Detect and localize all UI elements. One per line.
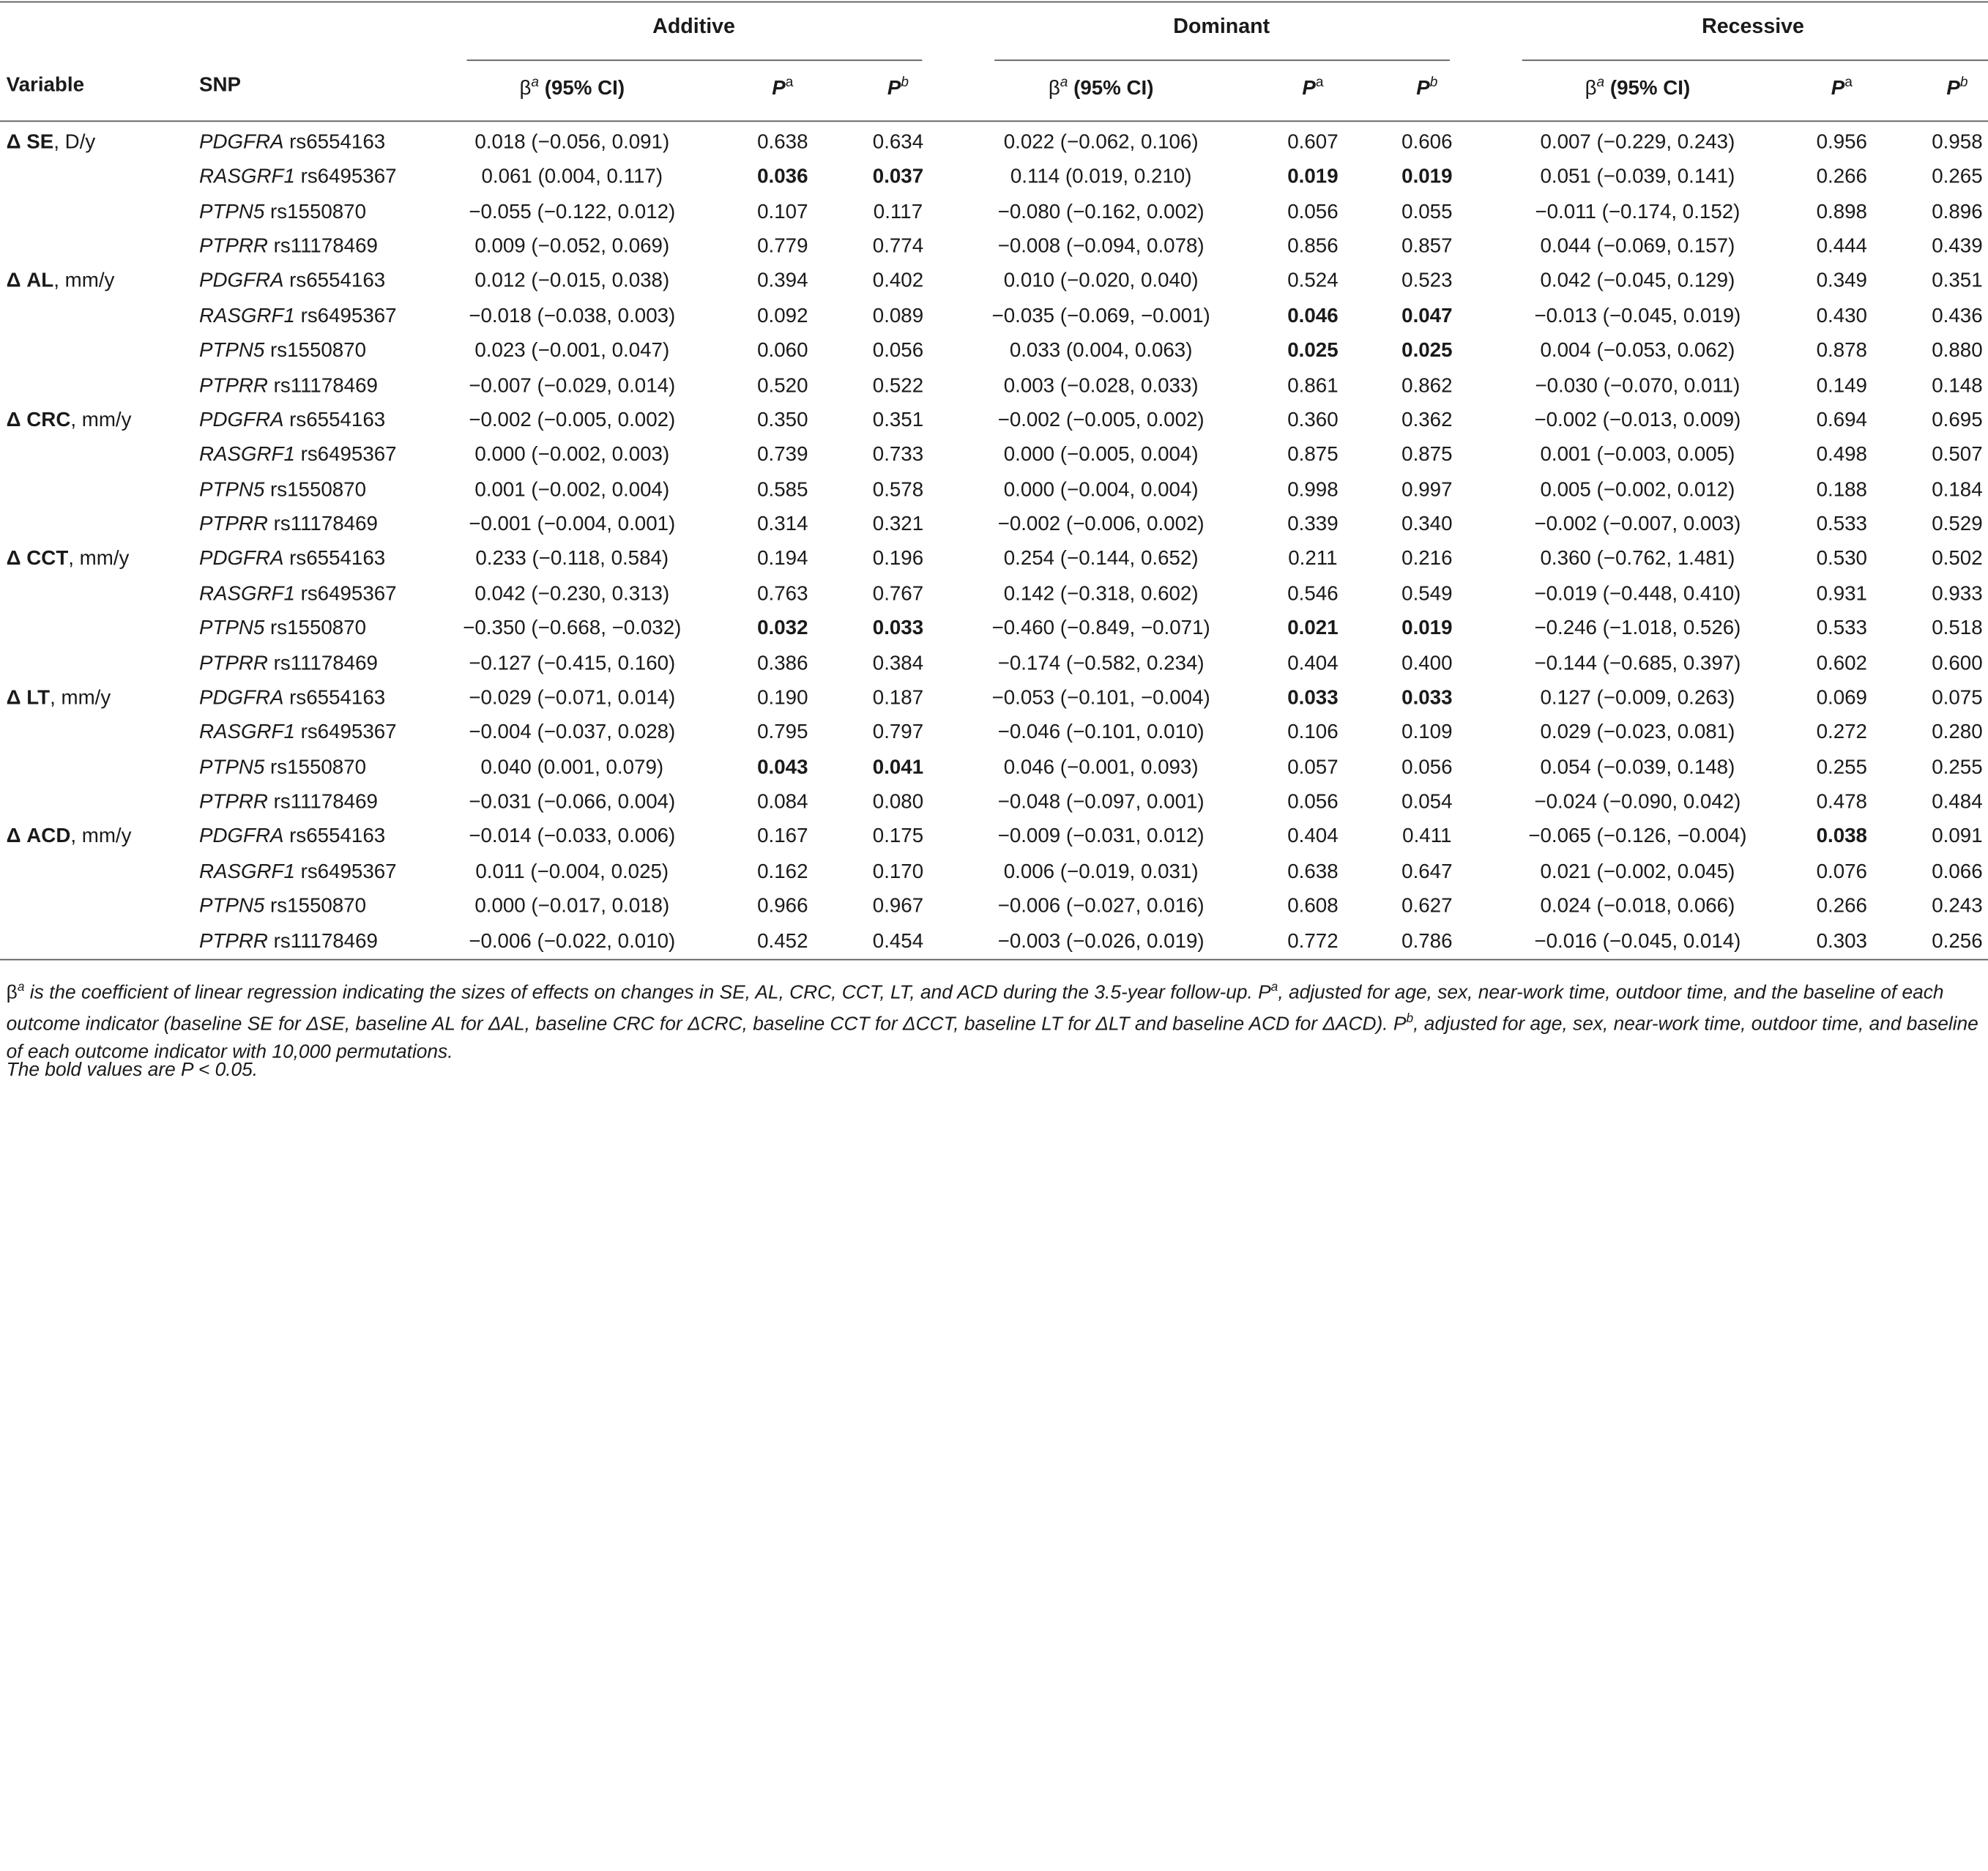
p-a-cell: 0.602 bbox=[1816, 652, 1867, 674]
group-rule-recessive bbox=[1522, 59, 1988, 61]
p-b-cell: 0.634 bbox=[872, 132, 924, 154]
p-b-cell: 0.454 bbox=[872, 930, 924, 953]
p-b-cell: 0.196 bbox=[872, 548, 924, 570]
p-a-cell: 0.266 bbox=[1816, 896, 1867, 918]
beta-ci-cell: 0.046 (−0.001, 0.093) bbox=[1003, 756, 1199, 779]
beta-ci-cell: 0.021 (−0.002, 0.045) bbox=[1540, 860, 1735, 883]
p-a-cell: 0.694 bbox=[1816, 409, 1867, 431]
p-a-cell: 0.060 bbox=[757, 340, 808, 362]
beta-ci-cell: 0.054 (−0.039, 0.148) bbox=[1540, 756, 1735, 779]
p-a-cell: 0.478 bbox=[1816, 791, 1867, 814]
p-b-cell: 0.647 bbox=[1401, 860, 1453, 883]
p-a-cell: 0.056 bbox=[1287, 201, 1339, 223]
p-a-cell: 0.404 bbox=[1287, 826, 1339, 848]
beta-ci-cell: −0.029 (−0.071, 0.014) bbox=[469, 687, 676, 710]
p-b-cell: 0.256 bbox=[1932, 930, 1983, 953]
p-b-cell: 0.958 bbox=[1932, 132, 1983, 154]
snp-cell: PDGFRA rs6554163 bbox=[198, 409, 386, 431]
snp-cell: RASGRF1 rs6495367 bbox=[198, 583, 397, 605]
beta-ci-cell: 0.061 (0.004, 0.117) bbox=[481, 166, 663, 189]
p-a-cell: 0.046 bbox=[1287, 305, 1339, 327]
beta-ci-cell: −0.014 (−0.033, 0.006) bbox=[469, 826, 676, 848]
beta-ci-cell: −0.002 (−0.005, 0.002) bbox=[997, 409, 1205, 431]
snp-cell: PTPRR rs11178469 bbox=[198, 930, 378, 953]
header-pa-dominant: $P^a$ bbox=[1302, 75, 1324, 100]
table-row bbox=[0, 195, 1988, 229]
p-b-cell: 0.019 bbox=[1401, 166, 1453, 189]
p-a-cell: 0.607 bbox=[1287, 132, 1339, 154]
p-b-cell: 0.351 bbox=[1932, 270, 1983, 293]
p-b-cell: 0.041 bbox=[872, 756, 924, 779]
table-row bbox=[0, 681, 1988, 715]
p-a-cell: 0.772 bbox=[1287, 930, 1339, 953]
beta-ci-cell: −0.018 (−0.038, 0.003) bbox=[469, 305, 676, 327]
table-row bbox=[0, 785, 1988, 819]
beta-ci-cell: −0.144 (−0.685, 0.397) bbox=[1534, 652, 1741, 674]
header-pb-recessive: $P^b$ bbox=[1946, 75, 1968, 100]
beta-ci-cell: −0.009 (−0.031, 0.012) bbox=[997, 826, 1205, 848]
p-b-cell: 0.436 bbox=[1932, 305, 1983, 327]
snp-cell: PTPRR rs11178469 bbox=[198, 513, 378, 536]
table-row bbox=[0, 264, 1988, 299]
p-b-cell: 0.091 bbox=[1932, 826, 1983, 848]
p-b-cell: 0.967 bbox=[872, 896, 924, 918]
p-a-cell: 0.092 bbox=[757, 305, 808, 327]
p-a-cell: 0.084 bbox=[757, 791, 808, 814]
beta-ci-cell: −0.031 (−0.066, 0.004) bbox=[469, 791, 676, 814]
beta-ci-cell: 0.042 (−0.230, 0.313) bbox=[474, 583, 670, 605]
p-b-cell: 0.402 bbox=[872, 270, 924, 293]
beta-ci-cell: 0.000 (−0.005, 0.004) bbox=[1003, 444, 1199, 466]
p-a-cell: 0.533 bbox=[1816, 513, 1867, 536]
beta-ci-cell: −0.007 (−0.029, 0.014) bbox=[469, 375, 676, 397]
table-row bbox=[0, 160, 1988, 195]
snp-cell: PTPRR rs11178469 bbox=[198, 375, 378, 397]
table-row bbox=[0, 368, 1988, 403]
p-b-cell: 0.148 bbox=[1932, 375, 1983, 397]
p-a-cell: 0.739 bbox=[757, 444, 808, 466]
snp-cell: PTPRR rs11178469 bbox=[198, 652, 378, 674]
table-row bbox=[0, 300, 1988, 334]
p-b-cell: 0.080 bbox=[872, 791, 924, 814]
p-b-cell: 0.037 bbox=[872, 166, 924, 189]
p-a-cell: 0.966 bbox=[757, 896, 808, 918]
table-row bbox=[0, 334, 1988, 368]
beta-ci-cell: −0.003 (−0.026, 0.019) bbox=[997, 930, 1205, 953]
p-a-cell: 0.032 bbox=[757, 617, 808, 640]
p-b-cell: 0.529 bbox=[1932, 513, 1983, 536]
p-a-cell: 0.167 bbox=[757, 826, 808, 848]
beta-ci-cell: −0.019 (−0.448, 0.410) bbox=[1534, 583, 1741, 605]
beta-ci-cell: −0.174 (−0.582, 0.234) bbox=[997, 652, 1205, 674]
p-a-cell: 0.076 bbox=[1816, 860, 1867, 883]
snp-cell: PTPN5 rs1550870 bbox=[198, 896, 367, 918]
beta-ci-cell: 0.009 (−0.052, 0.069) bbox=[474, 236, 670, 258]
p-b-cell: 0.875 bbox=[1401, 444, 1453, 466]
p-b-cell: 0.606 bbox=[1401, 132, 1453, 154]
bottom-rule bbox=[0, 959, 1988, 961]
snp-cell: PDGFRA rs6554163 bbox=[198, 687, 386, 710]
beta-ci-cell: 0.033 (0.004, 0.063) bbox=[1009, 340, 1193, 362]
p-b-cell: 0.187 bbox=[872, 687, 924, 710]
p-a-cell: 0.107 bbox=[757, 201, 808, 223]
p-a-cell: 0.194 bbox=[757, 548, 808, 570]
p-a-cell: 0.038 bbox=[1816, 826, 1867, 848]
p-b-cell: 0.786 bbox=[1401, 930, 1453, 953]
p-a-cell: 0.394 bbox=[757, 270, 808, 293]
variable-cell: Δ ACD, mm/y bbox=[6, 826, 132, 848]
beta-ci-cell: 0.018 (−0.056, 0.091) bbox=[474, 132, 670, 154]
p-b-cell: 0.047 bbox=[1401, 305, 1453, 327]
p-b-cell: 0.578 bbox=[872, 479, 924, 501]
p-b-cell: 0.216 bbox=[1401, 548, 1453, 570]
variable-cell: Δ AL, mm/y bbox=[6, 270, 115, 293]
variable-cell: Δ CRC, mm/y bbox=[6, 409, 132, 431]
p-b-cell: 0.400 bbox=[1401, 652, 1453, 674]
beta-ci-cell: 0.004 (−0.053, 0.062) bbox=[1540, 340, 1735, 362]
table-footnote: $\beta^a$ is the coefficient of linear regression indicating the sizes of effects on changes in SE, AL, CRC, CCT, LT, and ACD during the 3.5-year follow-up. $P^a$, adjusted for age, sex, near-work time, outdoor time, and the baseline of each outcome indicator (baseline SE for ΔSE, baseline AL for ΔAL, baseline CRC for ΔCRC, baseline CCT for ΔCCT, baseline LT for ΔLT and baseline ACD for ΔACD). $P^b$, adjusted for age, sex, near-work time, outdoor time, and baseline of each outcome indicator with 10,000 permutations. bbox=[6, 981, 1978, 1063]
beta-ci-cell: 0.000 (−0.002, 0.003) bbox=[474, 444, 670, 466]
p-a-cell: 0.878 bbox=[1816, 340, 1867, 362]
p-b-cell: 0.502 bbox=[1932, 548, 1983, 570]
header-pa-recessive: $P^a$ bbox=[1831, 75, 1853, 100]
snp-cell: PDGFRA rs6554163 bbox=[198, 270, 386, 293]
beta-ci-cell: −0.006 (−0.022, 0.010) bbox=[469, 930, 676, 953]
p-a-cell: 0.546 bbox=[1287, 583, 1339, 605]
beta-ci-cell: 0.029 (−0.023, 0.081) bbox=[1540, 722, 1735, 744]
p-b-cell: 0.896 bbox=[1932, 201, 1983, 223]
p-b-cell: 0.507 bbox=[1932, 444, 1983, 466]
p-a-cell: 0.025 bbox=[1287, 340, 1339, 362]
beta-ci-cell: −0.011 (−0.174, 0.152) bbox=[1535, 201, 1741, 223]
header-beta-additive: $\beta^a$ (95% CI) bbox=[519, 75, 625, 100]
p-b-cell: 0.175 bbox=[872, 826, 924, 848]
p-b-cell: 0.767 bbox=[872, 583, 924, 605]
p-a-cell: 0.452 bbox=[757, 930, 808, 953]
p-a-cell: 0.795 bbox=[757, 722, 808, 744]
p-b-cell: 0.255 bbox=[1932, 756, 1983, 779]
variable-cell: Δ LT, mm/y bbox=[6, 687, 111, 710]
p-a-cell: 0.339 bbox=[1287, 513, 1339, 536]
p-a-cell: 0.956 bbox=[1816, 132, 1867, 154]
beta-ci-cell: −0.127 (−0.415, 0.160) bbox=[469, 652, 676, 674]
beta-ci-cell: −0.035 (−0.069, −0.001) bbox=[991, 305, 1210, 327]
p-a-cell: 0.106 bbox=[1287, 722, 1339, 744]
beta-ci-cell: −0.002 (−0.005, 0.002) bbox=[469, 409, 676, 431]
p-a-cell: 0.386 bbox=[757, 652, 808, 674]
group-header-additive: Additive bbox=[652, 15, 735, 38]
header-beta-recessive: $\beta^a$ (95% CI) bbox=[1585, 75, 1691, 100]
beta-ci-cell: 0.142 (−0.318, 0.602) bbox=[1003, 583, 1199, 605]
beta-ci-cell: −0.030 (−0.070, 0.011) bbox=[1535, 375, 1741, 397]
snp-cell: RASGRF1 rs6495367 bbox=[198, 166, 397, 189]
p-a-cell: 0.530 bbox=[1816, 548, 1867, 570]
p-a-cell: 0.021 bbox=[1287, 617, 1339, 640]
beta-ci-cell: 0.011 (−0.004, 0.025) bbox=[475, 860, 669, 883]
beta-ci-cell: 0.042 (−0.045, 0.129) bbox=[1540, 270, 1735, 293]
table-row bbox=[0, 855, 1988, 889]
beta-ci-cell: 0.001 (−0.003, 0.005) bbox=[1540, 444, 1735, 466]
beta-ci-cell: −0.080 (−0.162, 0.002) bbox=[997, 201, 1205, 223]
p-a-cell: 0.498 bbox=[1816, 444, 1867, 466]
p-b-cell: 0.384 bbox=[872, 652, 924, 674]
table-row bbox=[0, 577, 1988, 611]
p-a-cell: 0.444 bbox=[1816, 236, 1867, 258]
beta-ci-cell: −0.055 (−0.122, 0.012) bbox=[469, 201, 676, 223]
beta-ci-cell: −0.246 (−1.018, 0.526) bbox=[1534, 617, 1741, 640]
snp-cell: RASGRF1 rs6495367 bbox=[198, 860, 397, 883]
p-a-cell: 0.057 bbox=[1287, 756, 1339, 779]
variable-cell: Δ SE, D/y bbox=[6, 132, 96, 154]
table-row bbox=[0, 611, 1988, 646]
table-row bbox=[0, 473, 1988, 507]
beta-ci-cell: −0.013 (−0.045, 0.019) bbox=[1534, 305, 1741, 327]
p-a-cell: 0.520 bbox=[757, 375, 808, 397]
p-b-cell: 0.075 bbox=[1932, 687, 1983, 710]
snp-cell: PDGFRA rs6554163 bbox=[198, 826, 386, 848]
beta-ci-cell: 0.044 (−0.069, 0.157) bbox=[1540, 236, 1735, 258]
table-row bbox=[0, 507, 1988, 542]
p-b-cell: 0.243 bbox=[1932, 896, 1983, 918]
table-row bbox=[0, 820, 1988, 855]
snp-cell: PTPN5 rs1550870 bbox=[198, 340, 367, 362]
snp-cell: RASGRF1 rs6495367 bbox=[198, 305, 397, 327]
p-a-cell: 0.404 bbox=[1287, 652, 1339, 674]
snp-cell: PTPRR rs11178469 bbox=[198, 791, 378, 814]
p-a-cell: 0.069 bbox=[1816, 687, 1867, 710]
p-a-cell: 0.162 bbox=[757, 860, 808, 883]
p-a-cell: 0.608 bbox=[1287, 896, 1339, 918]
table-row bbox=[0, 716, 1988, 751]
beta-ci-cell: 0.007 (−0.229, 0.243) bbox=[1540, 132, 1735, 154]
p-b-cell: 0.484 bbox=[1932, 791, 1983, 814]
p-b-cell: 0.117 bbox=[873, 201, 923, 223]
table-row bbox=[0, 751, 1988, 785]
p-a-cell: 0.779 bbox=[757, 236, 808, 258]
beta-ci-cell: 0.003 (−0.028, 0.033) bbox=[1003, 375, 1199, 397]
p-a-cell: 0.856 bbox=[1287, 236, 1339, 258]
p-a-cell: 0.585 bbox=[757, 479, 808, 501]
header-variable: Variable bbox=[6, 75, 84, 97]
beta-ci-cell: 0.023 (−0.001, 0.047) bbox=[474, 340, 670, 362]
beta-ci-cell: 0.012 (−0.015, 0.038) bbox=[474, 270, 670, 293]
header-snp: SNP bbox=[198, 75, 241, 97]
p-a-cell: 0.638 bbox=[1287, 860, 1339, 883]
table-row bbox=[0, 542, 1988, 576]
p-a-cell: 0.056 bbox=[1287, 791, 1339, 814]
p-b-cell: 0.933 bbox=[1932, 583, 1983, 605]
p-a-cell: 0.303 bbox=[1816, 930, 1867, 953]
p-b-cell: 0.880 bbox=[1932, 340, 1983, 362]
beta-ci-cell: 0.254 (−0.144, 0.652) bbox=[1003, 548, 1199, 570]
snp-cell: PTPN5 rs1550870 bbox=[198, 617, 367, 640]
p-a-cell: 0.033 bbox=[1287, 687, 1339, 710]
p-a-cell: 0.019 bbox=[1287, 166, 1339, 189]
beta-ci-cell: 0.000 (−0.004, 0.004) bbox=[1003, 479, 1199, 501]
table-row bbox=[0, 438, 1988, 472]
beta-ci-cell: −0.006 (−0.027, 0.016) bbox=[997, 896, 1205, 918]
p-a-cell: 0.861 bbox=[1287, 375, 1339, 397]
beta-ci-cell: 0.024 (−0.018, 0.066) bbox=[1540, 896, 1735, 918]
p-b-cell: 0.523 bbox=[1401, 270, 1453, 293]
p-a-cell: 0.638 bbox=[757, 132, 808, 154]
p-a-cell: 0.255 bbox=[1816, 756, 1867, 779]
p-b-cell: 0.184 bbox=[1932, 479, 1983, 501]
p-b-cell: 0.170 bbox=[872, 860, 924, 883]
p-b-cell: 0.109 bbox=[1401, 722, 1453, 744]
beta-ci-cell: −0.460 (−0.849, −0.071) bbox=[991, 617, 1210, 640]
p-a-cell: 0.043 bbox=[757, 756, 808, 779]
beta-ci-cell: −0.046 (−0.101, 0.010) bbox=[997, 722, 1205, 744]
p-a-cell: 0.149 bbox=[1816, 375, 1867, 397]
p-b-cell: 0.033 bbox=[872, 617, 924, 640]
header-rule bbox=[0, 121, 1988, 122]
beta-ci-cell: 0.360 (−0.762, 1.481) bbox=[1540, 548, 1735, 570]
snp-cell: PDGFRA rs6554163 bbox=[198, 132, 386, 154]
p-a-cell: 0.036 bbox=[757, 166, 808, 189]
snp-cell: PTPN5 rs1550870 bbox=[198, 479, 367, 501]
header-pb-additive: $P^b$ bbox=[887, 75, 909, 100]
p-b-cell: 0.025 bbox=[1401, 340, 1453, 362]
p-b-cell: 0.862 bbox=[1401, 375, 1453, 397]
p-b-cell: 0.857 bbox=[1401, 236, 1453, 258]
table-row bbox=[0, 924, 1988, 959]
p-b-cell: 0.340 bbox=[1401, 513, 1453, 536]
beta-ci-cell: −0.048 (−0.097, 0.001) bbox=[997, 791, 1205, 814]
p-b-cell: 0.054 bbox=[1401, 791, 1453, 814]
beta-ci-cell: 0.233 (−0.118, 0.584) bbox=[475, 548, 669, 570]
beta-ci-cell: 0.006 (−0.019, 0.031) bbox=[1003, 860, 1199, 883]
p-b-cell: 0.522 bbox=[872, 375, 924, 397]
snp-cell: PTPN5 rs1550870 bbox=[198, 201, 367, 223]
beta-ci-cell: −0.008 (−0.094, 0.078) bbox=[997, 236, 1205, 258]
snp-cell: PTPRR rs11178469 bbox=[198, 236, 378, 258]
beta-ci-cell: −0.004 (−0.037, 0.028) bbox=[469, 722, 676, 744]
p-a-cell: 0.430 bbox=[1816, 305, 1867, 327]
p-a-cell: 0.533 bbox=[1816, 617, 1867, 640]
snp-cell: RASGRF1 rs6495367 bbox=[198, 444, 397, 466]
beta-ci-cell: 0.114 (0.019, 0.210) bbox=[1010, 166, 1192, 189]
p-b-cell: 0.411 bbox=[1402, 826, 1452, 848]
p-b-cell: 0.627 bbox=[1401, 896, 1453, 918]
p-b-cell: 0.280 bbox=[1932, 722, 1983, 744]
p-b-cell: 0.066 bbox=[1932, 860, 1983, 883]
p-b-cell: 0.439 bbox=[1932, 236, 1983, 258]
p-b-cell: 0.019 bbox=[1401, 617, 1453, 640]
p-a-cell: 0.763 bbox=[757, 583, 808, 605]
beta-ci-cell: 0.000 (−0.017, 0.018) bbox=[474, 896, 670, 918]
p-b-cell: 0.362 bbox=[1401, 409, 1453, 431]
p-a-cell: 0.898 bbox=[1816, 201, 1867, 223]
p-a-cell: 0.349 bbox=[1816, 270, 1867, 293]
p-b-cell: 0.056 bbox=[1401, 756, 1453, 779]
p-a-cell: 0.998 bbox=[1287, 479, 1339, 501]
group-rule-dominant bbox=[994, 59, 1450, 61]
beta-ci-cell: 0.005 (−0.002, 0.012) bbox=[1540, 479, 1735, 501]
p-a-cell: 0.360 bbox=[1287, 409, 1339, 431]
table-row bbox=[0, 403, 1988, 438]
header-pb-dominant: $P^b$ bbox=[1416, 75, 1438, 100]
beta-ci-cell: −0.053 (−0.101, −0.004) bbox=[991, 687, 1210, 710]
p-b-cell: 0.265 bbox=[1932, 166, 1983, 189]
p-b-cell: 0.055 bbox=[1401, 201, 1453, 223]
variable-cell: Δ CCT, mm/y bbox=[6, 548, 130, 570]
table-row bbox=[0, 125, 1988, 160]
p-b-cell: 0.774 bbox=[872, 236, 924, 258]
beta-ci-cell: −0.350 (−0.668, −0.032) bbox=[463, 617, 682, 640]
p-a-cell: 0.931 bbox=[1816, 583, 1867, 605]
p-b-cell: 0.089 bbox=[872, 305, 924, 327]
p-b-cell: 0.549 bbox=[1401, 583, 1453, 605]
beta-ci-cell: −0.002 (−0.006, 0.002) bbox=[997, 513, 1205, 536]
beta-ci-cell: 0.051 (−0.039, 0.141) bbox=[1540, 166, 1735, 189]
p-a-cell: 0.190 bbox=[757, 687, 808, 710]
p-a-cell: 0.875 bbox=[1287, 444, 1339, 466]
top-rule bbox=[0, 1, 1988, 3]
p-a-cell: 0.188 bbox=[1816, 479, 1867, 501]
beta-ci-cell: −0.024 (−0.090, 0.042) bbox=[1534, 791, 1741, 814]
p-b-cell: 0.518 bbox=[1932, 617, 1983, 640]
bold-values-note: The bold values are P < 0.05. bbox=[6, 1059, 258, 1081]
p-b-cell: 0.600 bbox=[1932, 652, 1983, 674]
p-b-cell: 0.351 bbox=[872, 409, 924, 431]
p-b-cell: 0.695 bbox=[1932, 409, 1983, 431]
beta-ci-cell: −0.065 (−0.126, −0.004) bbox=[1528, 826, 1747, 848]
group-header-dominant: Dominant bbox=[1173, 15, 1270, 38]
snp-cell: PDGFRA rs6554163 bbox=[198, 548, 386, 570]
table-row bbox=[0, 230, 1988, 264]
table-row bbox=[0, 647, 1988, 681]
p-a-cell: 0.350 bbox=[757, 409, 808, 431]
header-pa-additive: $P^a$ bbox=[772, 75, 794, 100]
p-b-cell: 0.733 bbox=[872, 444, 924, 466]
p-a-cell: 0.211 bbox=[1288, 548, 1338, 570]
beta-ci-cell: 0.001 (−0.002, 0.004) bbox=[474, 479, 670, 501]
table-row bbox=[0, 890, 1988, 924]
p-b-cell: 0.997 bbox=[1401, 479, 1453, 501]
p-a-cell: 0.524 bbox=[1287, 270, 1339, 293]
p-a-cell: 0.266 bbox=[1816, 166, 1867, 189]
beta-ci-cell: 0.127 (−0.009, 0.263) bbox=[1540, 687, 1735, 710]
beta-ci-cell: −0.016 (−0.045, 0.014) bbox=[1534, 930, 1741, 953]
p-b-cell: 0.056 bbox=[872, 340, 924, 362]
p-b-cell: 0.797 bbox=[872, 722, 924, 744]
p-a-cell: 0.314 bbox=[757, 513, 808, 536]
header-beta-dominant: $\beta^a$ (95% CI) bbox=[1048, 75, 1154, 100]
snp-cell: PTPN5 rs1550870 bbox=[198, 756, 367, 779]
p-b-cell: 0.321 bbox=[872, 513, 924, 536]
beta-ci-cell: −0.002 (−0.007, 0.003) bbox=[1534, 513, 1741, 536]
group-rule-additive bbox=[466, 59, 922, 61]
beta-ci-cell: 0.040 (0.001, 0.079) bbox=[480, 756, 664, 779]
group-header-recessive: Recessive bbox=[1702, 15, 1804, 38]
beta-ci-cell: 0.022 (−0.062, 0.106) bbox=[1003, 132, 1199, 154]
snp-cell: RASGRF1 rs6495367 bbox=[198, 722, 397, 744]
beta-ci-cell: −0.001 (−0.004, 0.001) bbox=[469, 513, 676, 536]
p-b-cell: 0.033 bbox=[1401, 687, 1453, 710]
beta-ci-cell: 0.010 (−0.020, 0.040) bbox=[1003, 270, 1199, 293]
p-a-cell: 0.272 bbox=[1816, 722, 1867, 744]
beta-ci-cell: −0.002 (−0.013, 0.009) bbox=[1534, 409, 1741, 431]
